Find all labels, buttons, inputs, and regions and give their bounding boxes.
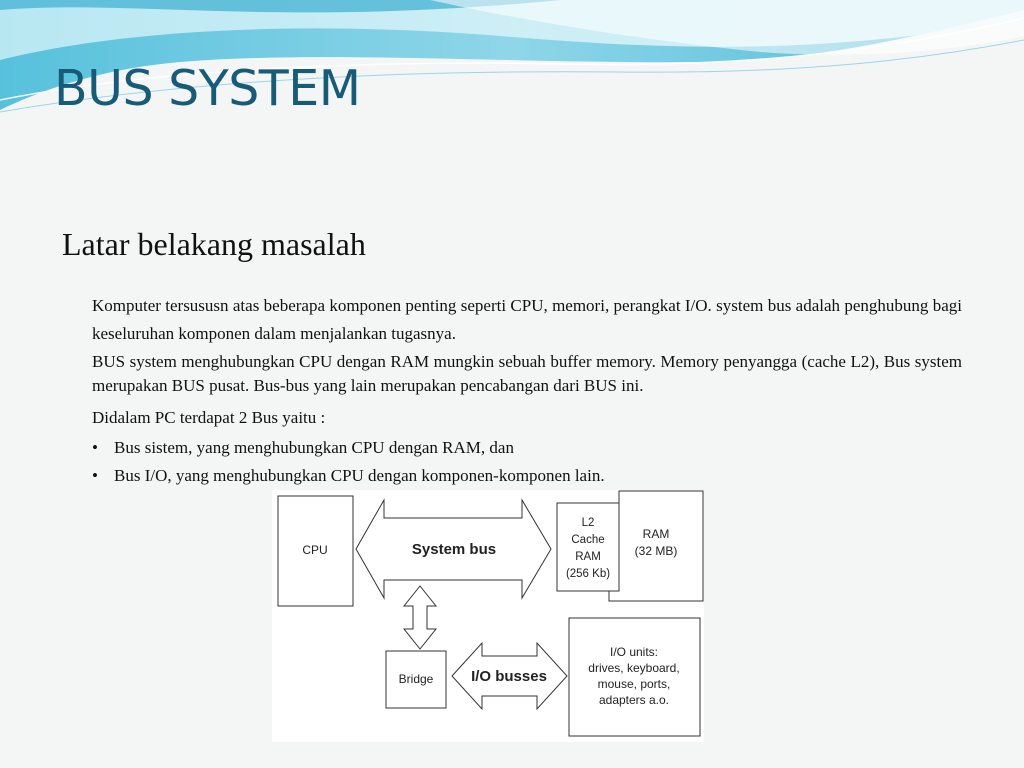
paragraph-two-buses: Didalam PC terdapat 2 Bus yaitu :: [92, 408, 326, 427]
list-item: [92, 462, 962, 490]
io-units-line: I/O units:: [609, 645, 659, 659]
paragraph-intro: Komputer tersususn atas beberapa komponen penting seperti CPU, memori, perangkat I/O. system bus adalah penghubung bagi keseluruhan komponen dalam menjalankan tugasnya.: [92, 296, 962, 343]
l2-cache-line: (256 Kb): [565, 568, 611, 580]
list-item-text: Bus I/O, yang menghubungkan CPU dengan komponen-komponen lain.: [114, 466, 605, 485]
slide-title: BUS SYSTEM: [54, 60, 361, 117]
list-item-text: Bus sistem, yang menghubungkan CPU dengan RAM, dan: [114, 438, 514, 457]
l2-cache-line: Cache: [571, 534, 605, 546]
io-busses-label: I/O busses: [471, 668, 547, 685]
cpu-label: CPU: [302, 543, 328, 557]
io-units-line: adapters a.o.: [598, 693, 670, 707]
slide-subtitle: Latar belakang masalah: [62, 226, 366, 262]
l2-cache-line: RAM: [575, 551, 601, 563]
io-units-line: mouse, ports,: [597, 677, 671, 691]
ram-line: (32 MB): [634, 544, 678, 558]
bridge-label: Bridge: [398, 672, 434, 686]
ram-line: RAM: [642, 527, 670, 541]
bus-system-diagram: [272, 490, 704, 742]
paragraph-bus-system: BUS system menghubungkan CPU dengan RAM mungkin sebuah buffer memory. Memory penyangga (cache L2), Bus system merupakan BUS pusat. Bus-bus yang lain merupakan pencabangan dari BUS ini.: [92, 352, 962, 395]
list-item: [92, 434, 962, 462]
slide-body: [92, 292, 962, 490]
bullet-icon: •: [92, 438, 98, 457]
bullet-icon: •: [92, 466, 98, 485]
system-bus-label: System bus: [411, 541, 497, 558]
l2-cache-line: L2: [581, 517, 595, 529]
io-units-line: drives, keyboard,: [588, 661, 680, 675]
bus-list: [92, 434, 962, 490]
